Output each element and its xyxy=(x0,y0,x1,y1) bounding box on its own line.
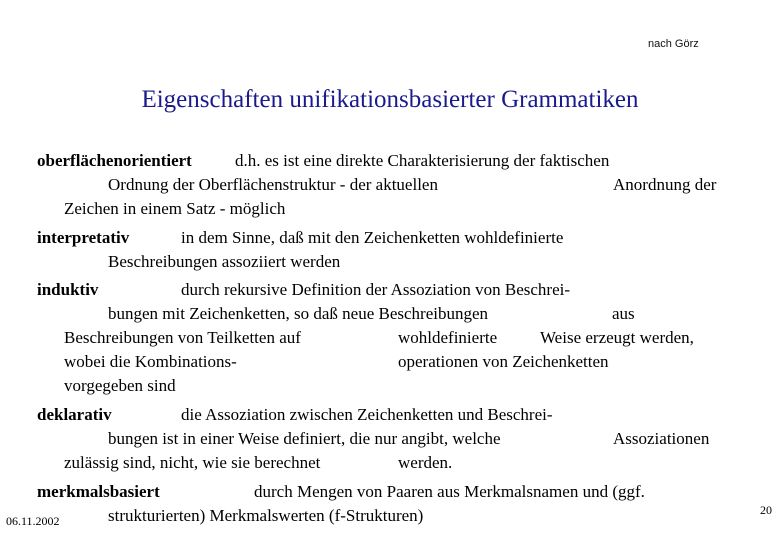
entry-text-line: operationen von Zeichenketten xyxy=(398,352,609,371)
entry-text-line: werden. xyxy=(398,453,453,472)
entry-term: interpretativ xyxy=(37,228,130,247)
entry-text-line: Beschreibungen von Teilketten auf xyxy=(64,328,301,347)
entry-term: deklarativ xyxy=(37,405,112,424)
footer-date: 06.11.2002 xyxy=(6,514,60,528)
entry-term: induktiv xyxy=(37,280,99,299)
entry-deklarativ xyxy=(37,405,112,425)
entry-text-line: d.h. es ist eine direkte Charakterisierung der faktischen xyxy=(235,151,610,170)
entry-text-line: strukturierten) Merkmalswerten (f-Strukturen) xyxy=(108,506,424,525)
entry-merkmalsbasiert xyxy=(37,482,160,502)
entry-text-line: Anordnung der xyxy=(613,175,717,194)
entry-induktiv xyxy=(37,280,98,300)
entry-text-line: Weise erzeugt werden, xyxy=(540,328,694,347)
entry-text-line: durch Mengen von Paaren aus Merkmalsnamen und (ggf. xyxy=(254,482,645,501)
entry-text-line: zulässig sind, nicht, wie sie berechnet xyxy=(64,453,321,472)
entry-interpretativ xyxy=(37,228,129,248)
entry-text-line: aus xyxy=(612,304,635,323)
entry-text-line: vorgegeben sind xyxy=(64,376,176,395)
page-number: 20 xyxy=(760,503,772,517)
entry-text-line: Zeichen in einem Satz - möglich xyxy=(64,199,286,218)
entry-text-line: die Assoziation zwischen Zeichenketten und Beschrei- xyxy=(181,405,553,424)
header-attribution: nach Görz xyxy=(648,38,699,50)
entry-term: merkmalsbasiert xyxy=(37,482,160,501)
entry-term: oberflächenorientiert xyxy=(37,151,192,170)
entry-text-line: Ordnung der Oberflächenstruktur - der aktuellen xyxy=(108,175,438,194)
entry-text-line: wobei die Kombinations- xyxy=(64,352,237,371)
entry-text-line: Assoziationen xyxy=(613,429,710,448)
slide-title: Eigenschaften unifikationsbasierter Grammatiken xyxy=(141,86,639,113)
entry-text-line: bungen ist in einer Weise definiert, die nur angibt, welche xyxy=(108,429,501,448)
entry-oberflaechenorientiert xyxy=(37,151,192,171)
entry-text-line: in dem Sinne, daß mit den Zeichenketten wohldefinierte xyxy=(181,228,564,247)
entry-text-line: bungen mit Zeichenketten, so daß neue Beschreibungen xyxy=(108,304,489,323)
entry-text-line: durch rekursive Definition der Assoziation von Beschrei- xyxy=(181,280,571,299)
entry-text-line: wohldefinierte xyxy=(398,328,498,347)
entry-text-line: Beschreibungen assoziiert werden xyxy=(108,252,341,271)
